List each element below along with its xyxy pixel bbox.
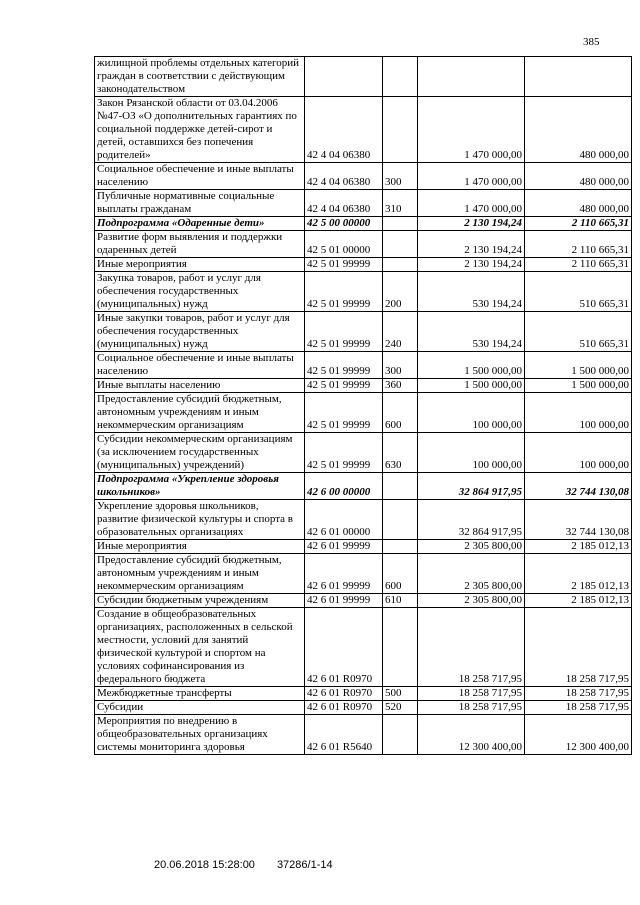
row-name-cell: Подпрограмма «Одаренные дети» xyxy=(95,217,305,231)
row-value-2-cell: 18 258 717,95 xyxy=(525,687,632,701)
row-value-2-cell: 2 110 665,31 xyxy=(525,258,632,272)
row-type-cell: 500 xyxy=(383,687,418,701)
row-type-cell: 300 xyxy=(383,352,418,379)
row-code-cell: 42 6 01 R0970 xyxy=(305,701,383,715)
row-type-cell xyxy=(383,217,418,231)
row-value-2-cell xyxy=(525,57,632,97)
row-type-cell: 600 xyxy=(383,393,418,433)
row-name-cell: Укрепление здоровья школьников, развитие физической культуры и спорта в образовательных организациях xyxy=(95,500,305,540)
row-value-1-cell: 2 305 800,00 xyxy=(418,594,525,608)
row-value-1-cell: 1 470 000,00 xyxy=(418,97,525,163)
row-value-2-cell: 480 000,00 xyxy=(525,97,632,163)
table-row xyxy=(95,687,632,701)
row-value-2-cell: 510 665,31 xyxy=(525,312,632,352)
row-code-cell: 42 4 04 06380 xyxy=(305,97,383,163)
row-name-cell: Субсидии бюджетным учреждениям xyxy=(95,594,305,608)
row-name-cell: Закон Рязанской области от 03.04.2006 №47-ОЗ «О дополнительных гарантиях по социальной поддержке детей-сирот и детей, оставшихся без попечения родителей» xyxy=(95,97,305,163)
row-code-cell: 42 6 01 99999 xyxy=(305,594,383,608)
row-value-1-cell: 18 258 717,95 xyxy=(418,701,525,715)
row-value-2-cell: 480 000,00 xyxy=(525,190,632,217)
budget-table-body xyxy=(95,57,632,755)
row-value-1-cell: 1 500 000,00 xyxy=(418,379,525,393)
row-value-2-cell: 12 300 400,00 xyxy=(525,715,632,755)
row-code-cell: 42 5 01 99999 xyxy=(305,272,383,312)
row-name-cell: Иные мероприятия xyxy=(95,258,305,272)
row-type-cell: 360 xyxy=(383,379,418,393)
row-type-cell xyxy=(383,540,418,554)
table-row xyxy=(95,433,632,473)
table-row xyxy=(95,594,632,608)
budget-table xyxy=(94,56,632,755)
table-row xyxy=(95,312,632,352)
row-type-cell: 310 xyxy=(383,190,418,217)
row-code-cell: 42 5 01 99999 xyxy=(305,393,383,433)
page-number: 385 xyxy=(583,36,600,48)
row-value-1-cell: 2 130 194,24 xyxy=(418,258,525,272)
table-row xyxy=(95,258,632,272)
table-row xyxy=(95,500,632,540)
row-type-cell: 610 xyxy=(383,594,418,608)
row-type-cell xyxy=(383,97,418,163)
row-code-cell: 42 4 04 06380 xyxy=(305,163,383,190)
row-code-cell: 42 5 01 99999 xyxy=(305,258,383,272)
row-value-1-cell: 2 130 194,24 xyxy=(418,217,525,231)
table-row xyxy=(95,272,632,312)
row-code-cell: 42 4 04 06380 xyxy=(305,190,383,217)
row-type-cell xyxy=(383,500,418,540)
row-code-cell: 42 5 01 99999 xyxy=(305,433,383,473)
row-value-1-cell: 12 300 400,00 xyxy=(418,715,525,755)
table-row xyxy=(95,715,632,755)
row-value-2-cell: 18 258 717,95 xyxy=(525,701,632,715)
row-code-cell: 42 6 01 99999 xyxy=(305,554,383,594)
row-name-cell: Иные выплаты населению xyxy=(95,379,305,393)
row-type-cell: 300 xyxy=(383,163,418,190)
row-value-1-cell: 2 305 800,00 xyxy=(418,540,525,554)
row-value-2-cell: 2 185 012,13 xyxy=(525,554,632,594)
row-code-cell: 42 5 01 99999 xyxy=(305,312,383,352)
row-code-cell: 42 6 00 00000 xyxy=(305,473,383,500)
row-name-cell: Межбюджетные трансферты xyxy=(95,687,305,701)
row-name-cell: Предоставление субсидий бюджетным, автономным учреждениям и иным некоммерческим организациям xyxy=(95,393,305,433)
row-value-2-cell: 2 185 012,13 xyxy=(525,540,632,554)
row-value-2-cell: 2 110 665,31 xyxy=(525,231,632,258)
row-value-1-cell: 2 130 194,24 xyxy=(418,231,525,258)
row-code-cell: 42 5 01 00000 xyxy=(305,231,383,258)
row-code-cell: 42 6 01 R5640 xyxy=(305,715,383,755)
row-type-cell xyxy=(383,608,418,687)
row-name-cell: Предоставление субсидий бюджетным, автономным учреждениям и иным некоммерческим организациям xyxy=(95,554,305,594)
row-name-cell: Публичные нормативные социальные выплаты гражданам xyxy=(95,190,305,217)
row-value-1-cell xyxy=(418,57,525,97)
row-code-cell: 42 6 01 R0970 xyxy=(305,687,383,701)
row-name-cell: Субсидии xyxy=(95,701,305,715)
row-value-2-cell: 1 500 000,00 xyxy=(525,379,632,393)
row-code-cell: 42 6 01 R0970 xyxy=(305,608,383,687)
table-row xyxy=(95,97,632,163)
row-type-cell: 200 xyxy=(383,272,418,312)
table-row xyxy=(95,352,632,379)
row-code-cell: 42 5 00 00000 xyxy=(305,217,383,231)
row-type-cell xyxy=(383,473,418,500)
row-value-2-cell: 480 000,00 xyxy=(525,163,632,190)
row-type-cell: 240 xyxy=(383,312,418,352)
table-row xyxy=(95,540,632,554)
row-value-2-cell: 1 500 000,00 xyxy=(525,352,632,379)
row-name-cell: Закупка товаров, работ и услуг для обеспечения государственных (муниципальных) нужд xyxy=(95,272,305,312)
table-row xyxy=(95,379,632,393)
footer-datetime: 20.06.2018 15:28:00 xyxy=(154,859,255,871)
row-name-cell: Развитие форм выявления и поддержки одаренных детей xyxy=(95,231,305,258)
row-name-cell: Мероприятия по внедрению в общеобразовательных организациях системы мониторинга здоровья xyxy=(95,715,305,755)
row-name-cell: Социальное обеспечение и иные выплаты населению xyxy=(95,163,305,190)
row-name-cell: Иные закупки товаров, работ и услуг для обеспечения государственных (муниципальных) нужд xyxy=(95,312,305,352)
row-value-2-cell: 2 110 665,31 xyxy=(525,217,632,231)
row-value-1-cell: 1 470 000,00 xyxy=(418,190,525,217)
footer xyxy=(154,859,333,871)
table-row xyxy=(95,701,632,715)
table-row xyxy=(95,163,632,190)
row-name-cell: жилищной проблемы отдельных категорий граждан в соответствии с действующим законодательством xyxy=(95,57,305,97)
table-row xyxy=(95,554,632,594)
row-value-1-cell: 100 000,00 xyxy=(418,393,525,433)
row-value-1-cell: 530 194,24 xyxy=(418,312,525,352)
row-value-1-cell: 32 864 917,95 xyxy=(418,473,525,500)
row-value-1-cell: 530 194,24 xyxy=(418,272,525,312)
row-name-cell: Субсидии некоммерческим организациям (за исключением государственных (муниципальных) учреждений) xyxy=(95,433,305,473)
row-value-2-cell: 100 000,00 xyxy=(525,433,632,473)
row-type-cell xyxy=(383,715,418,755)
row-type-cell: 600 xyxy=(383,554,418,594)
table-row xyxy=(95,393,632,433)
table-row xyxy=(95,231,632,258)
row-value-1-cell: 18 258 717,95 xyxy=(418,687,525,701)
row-value-2-cell: 510 665,31 xyxy=(525,272,632,312)
row-code-cell xyxy=(305,57,383,97)
table-row xyxy=(95,608,632,687)
row-value-2-cell: 100 000,00 xyxy=(525,393,632,433)
row-value-2-cell: 32 744 130,08 xyxy=(525,500,632,540)
row-type-cell xyxy=(383,57,418,97)
row-code-cell: 42 5 01 99999 xyxy=(305,352,383,379)
table-row xyxy=(95,190,632,217)
row-type-cell xyxy=(383,231,418,258)
row-type-cell xyxy=(383,258,418,272)
row-value-1-cell: 18 258 717,95 xyxy=(418,608,525,687)
row-value-1-cell: 2 305 800,00 xyxy=(418,554,525,594)
row-name-cell: Создание в общеобразовательных организациях, расположенных в сельской местности, условий для занятий физической культурой и спортом на условиях софинансирования из федерального бюджета xyxy=(95,608,305,687)
table-row xyxy=(95,217,632,231)
row-value-1-cell: 100 000,00 xyxy=(418,433,525,473)
row-value-1-cell: 1 500 000,00 xyxy=(418,352,525,379)
row-type-cell: 630 xyxy=(383,433,418,473)
row-code-cell: 42 6 01 00000 xyxy=(305,500,383,540)
row-type-cell: 520 xyxy=(383,701,418,715)
row-name-cell: Иные мероприятия xyxy=(95,540,305,554)
table-row xyxy=(95,57,632,97)
row-name-cell: Социальное обеспечение и иные выплаты населению xyxy=(95,352,305,379)
row-value-2-cell: 18 258 717,95 xyxy=(525,608,632,687)
row-value-2-cell: 2 185 012,13 xyxy=(525,594,632,608)
row-value-1-cell: 1 470 000,00 xyxy=(418,163,525,190)
footer-doc-id: 37286/1-14 xyxy=(276,859,333,871)
row-name-cell: Подпрограмма «Укрепление здоровья школьников» xyxy=(95,473,305,500)
row-code-cell: 42 6 01 99999 xyxy=(305,540,383,554)
row-value-1-cell: 32 864 917,95 xyxy=(418,500,525,540)
row-value-2-cell: 32 744 130,08 xyxy=(525,473,632,500)
row-code-cell: 42 5 01 99999 xyxy=(305,379,383,393)
table-row xyxy=(95,473,632,500)
